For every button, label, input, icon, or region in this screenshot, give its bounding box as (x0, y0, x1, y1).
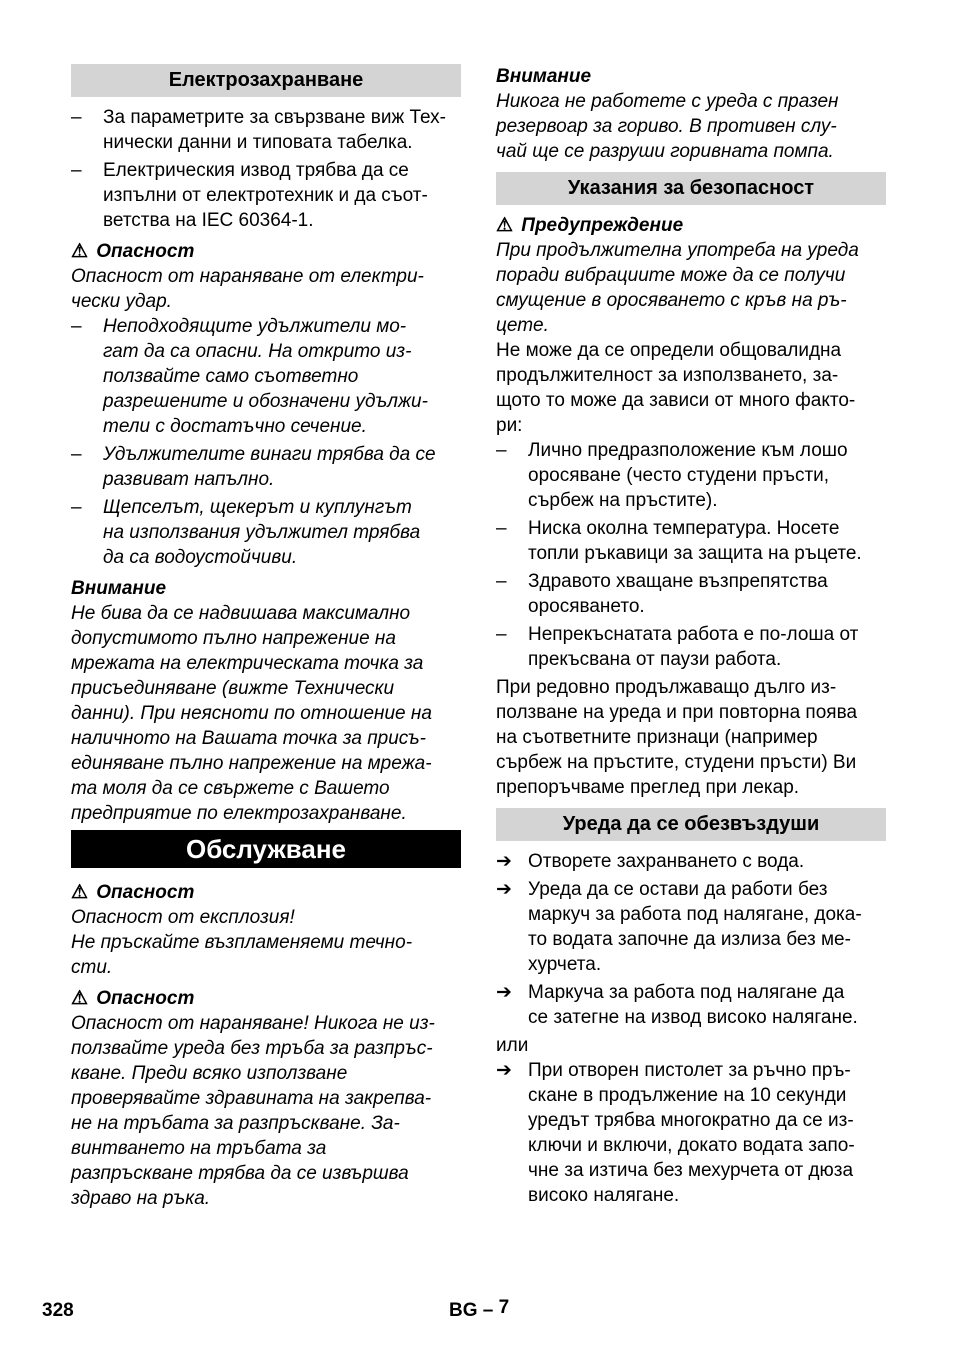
step-text: Уреда да се остави да работи без маркуч за работа под налягане, дока- то водата започне да излиза без ме- хурчета. (528, 879, 862, 975)
danger-label: ⚠ Опасност (71, 882, 195, 903)
list-item (496, 849, 886, 874)
step-text: Маркуча за работа под налягане да се затегне на извод високо налягане. (528, 982, 858, 1028)
list-item (496, 438, 886, 513)
warning-icon: ⚠ (496, 215, 514, 236)
page-number: 328 (42, 1300, 74, 1321)
list-item (496, 877, 886, 977)
dash-marker: – (71, 497, 82, 518)
attention-label: Внимание (71, 578, 167, 599)
dash-marker: – (71, 107, 82, 128)
warning-icon: ⚠ (71, 882, 89, 903)
attention-label: Внимание (496, 66, 592, 87)
dash-marker: – (71, 316, 82, 337)
arrow-right-icon: ➔ (496, 982, 512, 1003)
duration-text: Не може да се определи общовалидна продължителност за използването, за- щото то може да зависи от много факто- ри: (496, 340, 856, 436)
step-text: При отворен пистолет за ръчно пръ- скане в продължение на 10 секунди уредът трябва многократно да се из- ключи и включи, докато водата запо- чне за изтича без мехурчета от дюза високо налягане. (528, 1060, 855, 1206)
advice-text: При редовно продължаващо дълго из- ползване на уреда и при повторна поява на съответните признаци (например сърбеж на пръстите, студени пръсти) Ви препоръчваме преглед при лекар. (496, 677, 858, 798)
list-item (496, 980, 886, 1030)
list-item-text: Електрическия извод трябва да се изпълни от електротехник и да съот- ветства на IEC 60364-1. (103, 160, 428, 231)
warning-text: При продължителна употреба на уреда поради вибрациите може да се получи смущение в оросяването с кръв на ръ- цете. (496, 240, 859, 336)
warning-icon: ⚠ (71, 241, 89, 262)
arrow-right-icon: ➔ (496, 851, 512, 872)
list-item (71, 495, 461, 570)
list-item-text: Неподходящите удължители мо- гат да са опасни. На открито из- ползвайте само съответно разрешените и обозначени удължи- тели с достатъчно сечение. (103, 316, 428, 437)
danger-text: Опасност от експлозия! Не пръскайте възпламеняеми течно- сти. (71, 907, 413, 978)
list-item-text: За параметрите за свързване виж Тех- нически данни и типовата табелка. (103, 107, 446, 153)
dash-marker: – (71, 444, 82, 465)
danger-label: ⚠ Опасност (71, 988, 195, 1009)
dash-marker: – (496, 571, 507, 592)
list-item-text: Здравото хващане възпрепятства оросяването. (528, 571, 828, 617)
right-column (496, 64, 886, 1211)
list-item-text: Ниска околна температура. Носете топли ръкавици за защита на ръцете. (528, 518, 862, 564)
safety-heading: Указания за безопасност (496, 172, 886, 205)
list-item (71, 314, 461, 439)
list-item-text: Лично предразположение към лошо оросяване (често студени пръсти, сърбеж на пръстите). (528, 440, 848, 511)
list-item (71, 105, 461, 155)
vent-heading: Уреда да се обезвъздуши (496, 808, 886, 841)
attention-text: Никога не работете с уреда с празен резервоар за гориво. В противен слу- чай ще се разруши горивната помпа. (496, 91, 839, 162)
arrow-right-icon: ➔ (496, 1060, 512, 1081)
dash-marker: – (71, 160, 82, 181)
left-column (71, 64, 461, 1211)
list-item (496, 1058, 886, 1208)
list-item-text: Удължителите винаги трябва да се развиват напълно. (103, 444, 436, 490)
list-item (71, 158, 461, 233)
dash-marker: – (496, 624, 507, 645)
dash-marker: – (496, 518, 507, 539)
or-text: или (496, 1035, 529, 1056)
attention-text: Не бива да се надвишава максимално допустимото пълно напрежение на мрежата на електрическата точка за присъединяване (вижте Технически данни). При неясноти по отношение на наличното на Вашата точка за присъ- единяване пълно напрежение на мрежа- та моля да се свържете с Вашето предприятие по електрозахранване. (71, 603, 432, 824)
list-item-text: Щепселът, щекерът и куплунгът на използвания удължител трябва да са водоустойчиви. (103, 497, 421, 568)
danger-label: ⚠ Опасност (71, 241, 195, 262)
list-item (71, 442, 461, 492)
service-heading: Обслужване (71, 830, 461, 868)
warning-label: ⚠ Предупреждение (496, 215, 684, 236)
power-heading: Електрозахранване (71, 64, 461, 97)
list-item (496, 569, 886, 619)
dash-marker: – (496, 440, 507, 461)
danger-text: Опасност от нараняване! Никога не из- ползвайте уреда без тръба за разпръс- кване. Преди всяко използване проверявайте здравината на закрепва- не на тръбата за разпръскване. За- винтването на тръбата за разпръскване трябва да се извършва здраво на ръка. (71, 1013, 435, 1209)
list-item (496, 516, 886, 566)
arrow-right-icon: ➔ (496, 879, 512, 900)
step-text: Отворете захранването с вода. (528, 851, 805, 872)
list-item-text: Непрекъснатата работа е по-лоша от прекъсвана от паузи работа. (528, 624, 859, 670)
danger-text: Опасност от нараняване от електри- чески удар. (71, 266, 424, 312)
list-item (496, 622, 886, 672)
section-page-label: BG – 7 (449, 1297, 510, 1321)
warning-icon: ⚠ (71, 988, 89, 1009)
